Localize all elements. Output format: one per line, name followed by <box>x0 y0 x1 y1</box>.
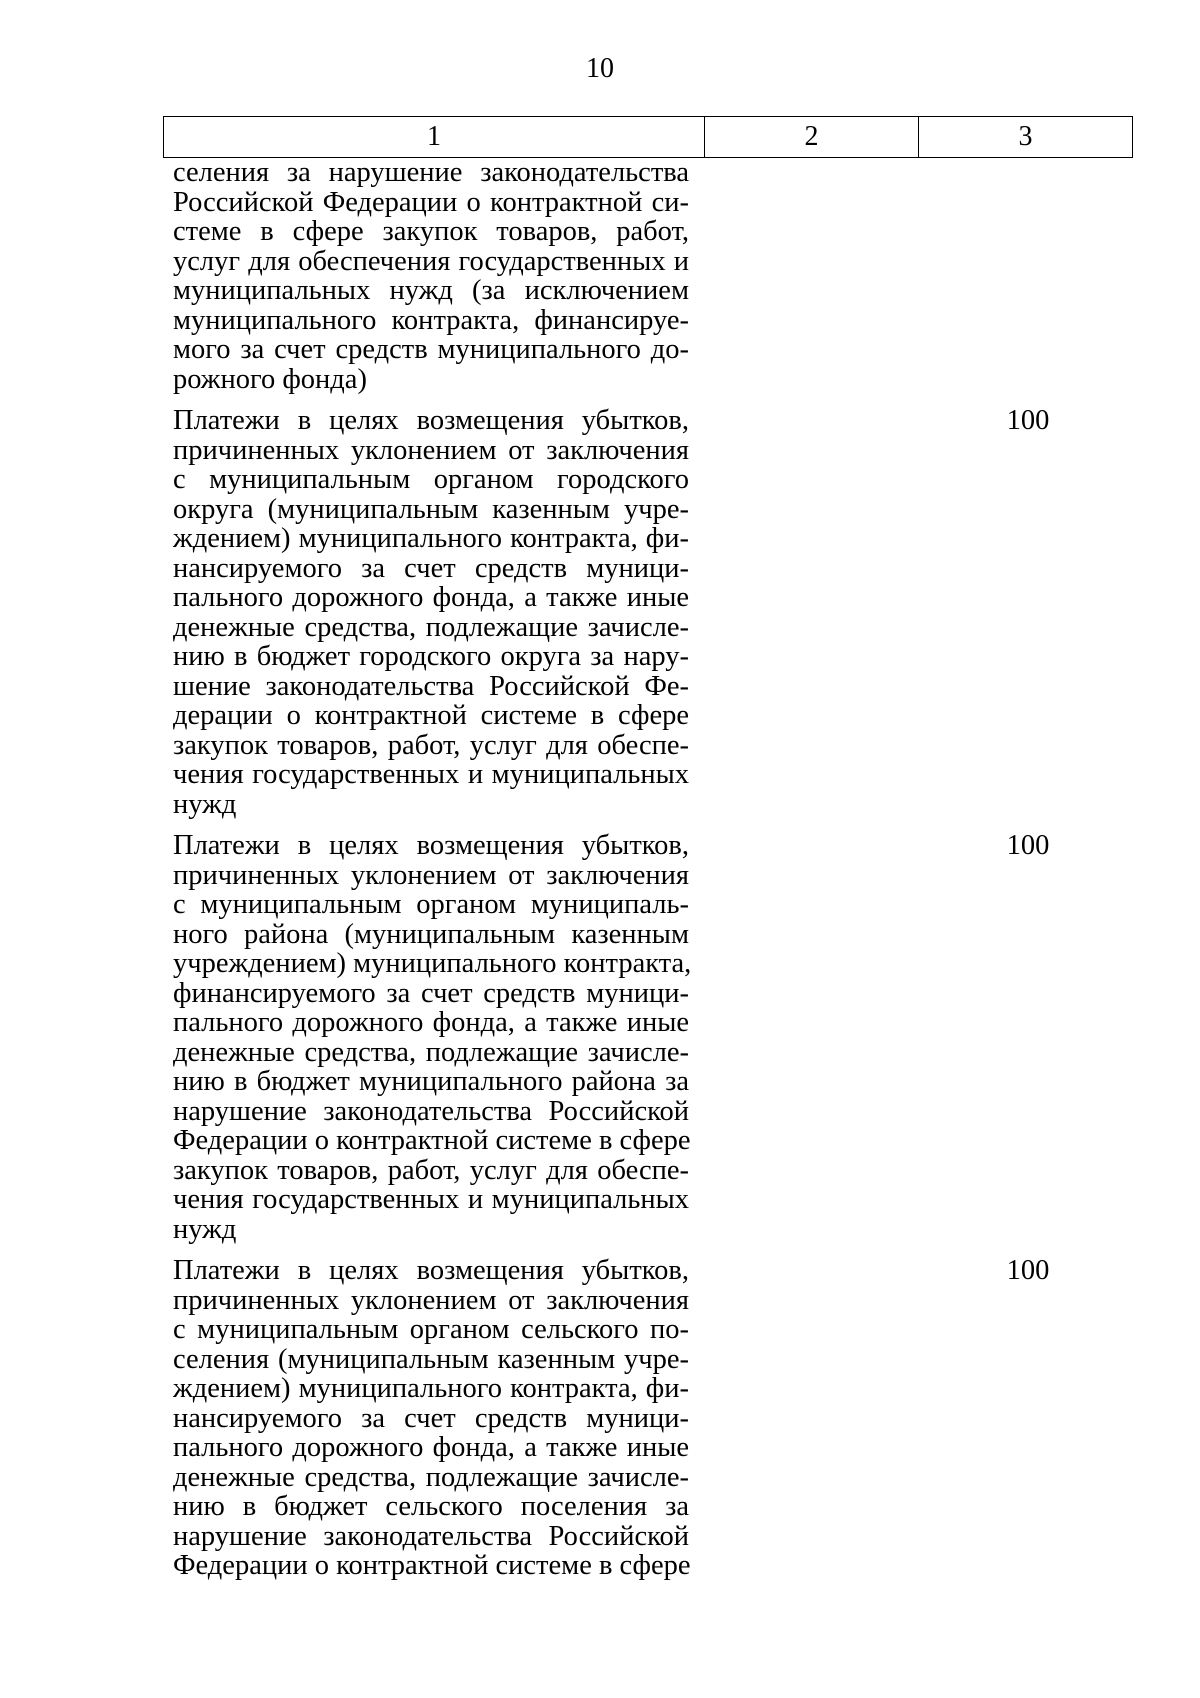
row-description-line: Российской Федерации о контрактной си- <box>173 186 689 218</box>
row-description-line: Платежи в целях возмещения убытков, <box>173 405 689 436</box>
row-description-line: нарушение законодательства Российской <box>173 1520 689 1552</box>
row-description-line: с муниципальным органом городского <box>173 464 689 495</box>
table-body <box>173 158 1132 1593</box>
row-description-line: нарушение законодательства Российской <box>173 1095 689 1127</box>
row-description-line: шение законодательства Российской Фе- <box>173 670 689 702</box>
row-description-line: нию в бюджет сельского поселения за <box>173 1491 689 1522</box>
row-description-line: денежные средства, подлежащие зачисле- <box>173 1461 689 1493</box>
row-value-col3: 100 <box>1006 1255 1050 1286</box>
row-description-line: нию в бюджет муниципального района за <box>173 1066 689 1097</box>
row-description-line: нужд <box>173 1213 237 1245</box>
row-description-line: услуг для обеспечения государственных и <box>173 245 689 277</box>
table-row <box>173 831 1132 1244</box>
column-header-1: 1 <box>164 117 705 158</box>
row-description-line: округа (муниципальным казенным учре- <box>173 493 689 525</box>
table-header-row <box>164 117 1133 158</box>
row-description-line: с муниципальным органом муниципаль- <box>173 889 689 920</box>
page-number: 10 <box>586 53 614 84</box>
row-description-line: ного района (муниципальным казенным <box>173 918 689 950</box>
row-description-line: денежные средства, подлежащие зачисле- <box>173 1036 689 1068</box>
row-description-line: с муниципальным органом сельского по- <box>173 1314 689 1345</box>
row-description-line: селения за нарушение законодательства <box>173 157 689 188</box>
row-description-line: причиненных уклонением от заключения <box>173 859 689 891</box>
row-description-line: нию в бюджет городского округа за нару- <box>173 641 689 672</box>
row-description-line: нужд <box>173 788 237 820</box>
row-description <box>173 158 689 394</box>
row-description-line: нансируемого за счет средств муници- <box>173 1402 689 1434</box>
row-description-line: причиненных уклонением от заключения <box>173 1284 689 1316</box>
row-value-col3: 100 <box>1006 405 1050 436</box>
row-description-line: ждением) муниципального контракта, фи- <box>173 523 689 554</box>
row-description <box>173 1256 689 1581</box>
row-description-line: закупок товаров, работ, услуг для обеспе- <box>173 729 689 761</box>
row-description-line: пального дорожного фонда, а также иные <box>173 1007 689 1038</box>
row-description-line: финансируемого за счет средств муници- <box>173 977 689 1009</box>
row-description-line: чения государственных и муниципальных <box>173 1184 689 1215</box>
row-description-line: причиненных уклонением от заключения <box>173 434 689 466</box>
row-description-line: Федерации о контрактной системе в сфере <box>173 1550 691 1581</box>
row-description-line: дерации о контрактной системе в сфере <box>173 700 689 731</box>
row-description-line: стеме в сфере закупок товаров, работ, <box>173 216 689 247</box>
table-header <box>163 116 1133 158</box>
row-description-line: Платежи в целях возмещения убытков, <box>173 1255 689 1286</box>
row-description-line: селения (муниципальным казенным учре- <box>173 1343 689 1375</box>
table-row <box>173 1256 1132 1581</box>
row-description-line: Федерации о контрактной системе в сфере <box>173 1125 691 1156</box>
row-description-line: пального дорожного фонда, а также иные <box>173 582 689 613</box>
row-description <box>173 406 689 819</box>
row-description-line: нансируемого за счет средств муници- <box>173 552 689 584</box>
row-description-line: чения государственных и муниципальных <box>173 759 689 790</box>
row-description-line: мого за счет средств муниципального до- <box>173 334 689 365</box>
row-description-line: муниципального контракта, финансируе- <box>173 304 689 336</box>
row-description-line: рожного фонда) <box>173 363 367 395</box>
row-description-line: учреждением) муниципального контракта, <box>173 948 692 979</box>
row-value-col3: 100 <box>1006 830 1050 861</box>
row-description-line: ждением) муниципального контракта, фи- <box>173 1373 689 1404</box>
column-header-2: 2 <box>705 117 919 158</box>
row-description-line: Платежи в целях возмещения убытков, <box>173 830 689 861</box>
table-row <box>173 406 1132 819</box>
column-header-3: 3 <box>919 117 1133 158</box>
row-description <box>173 830 692 1245</box>
table-row <box>173 158 1132 394</box>
row-description-line: пального дорожного фонда, а также иные <box>173 1432 689 1463</box>
row-description-line: закупок товаров, работ, услуг для обеспе- <box>173 1154 689 1186</box>
row-description-line: денежные средства, подлежащие зачисле- <box>173 611 689 643</box>
row-description-line: муниципальных нужд (за исключением <box>173 275 689 306</box>
